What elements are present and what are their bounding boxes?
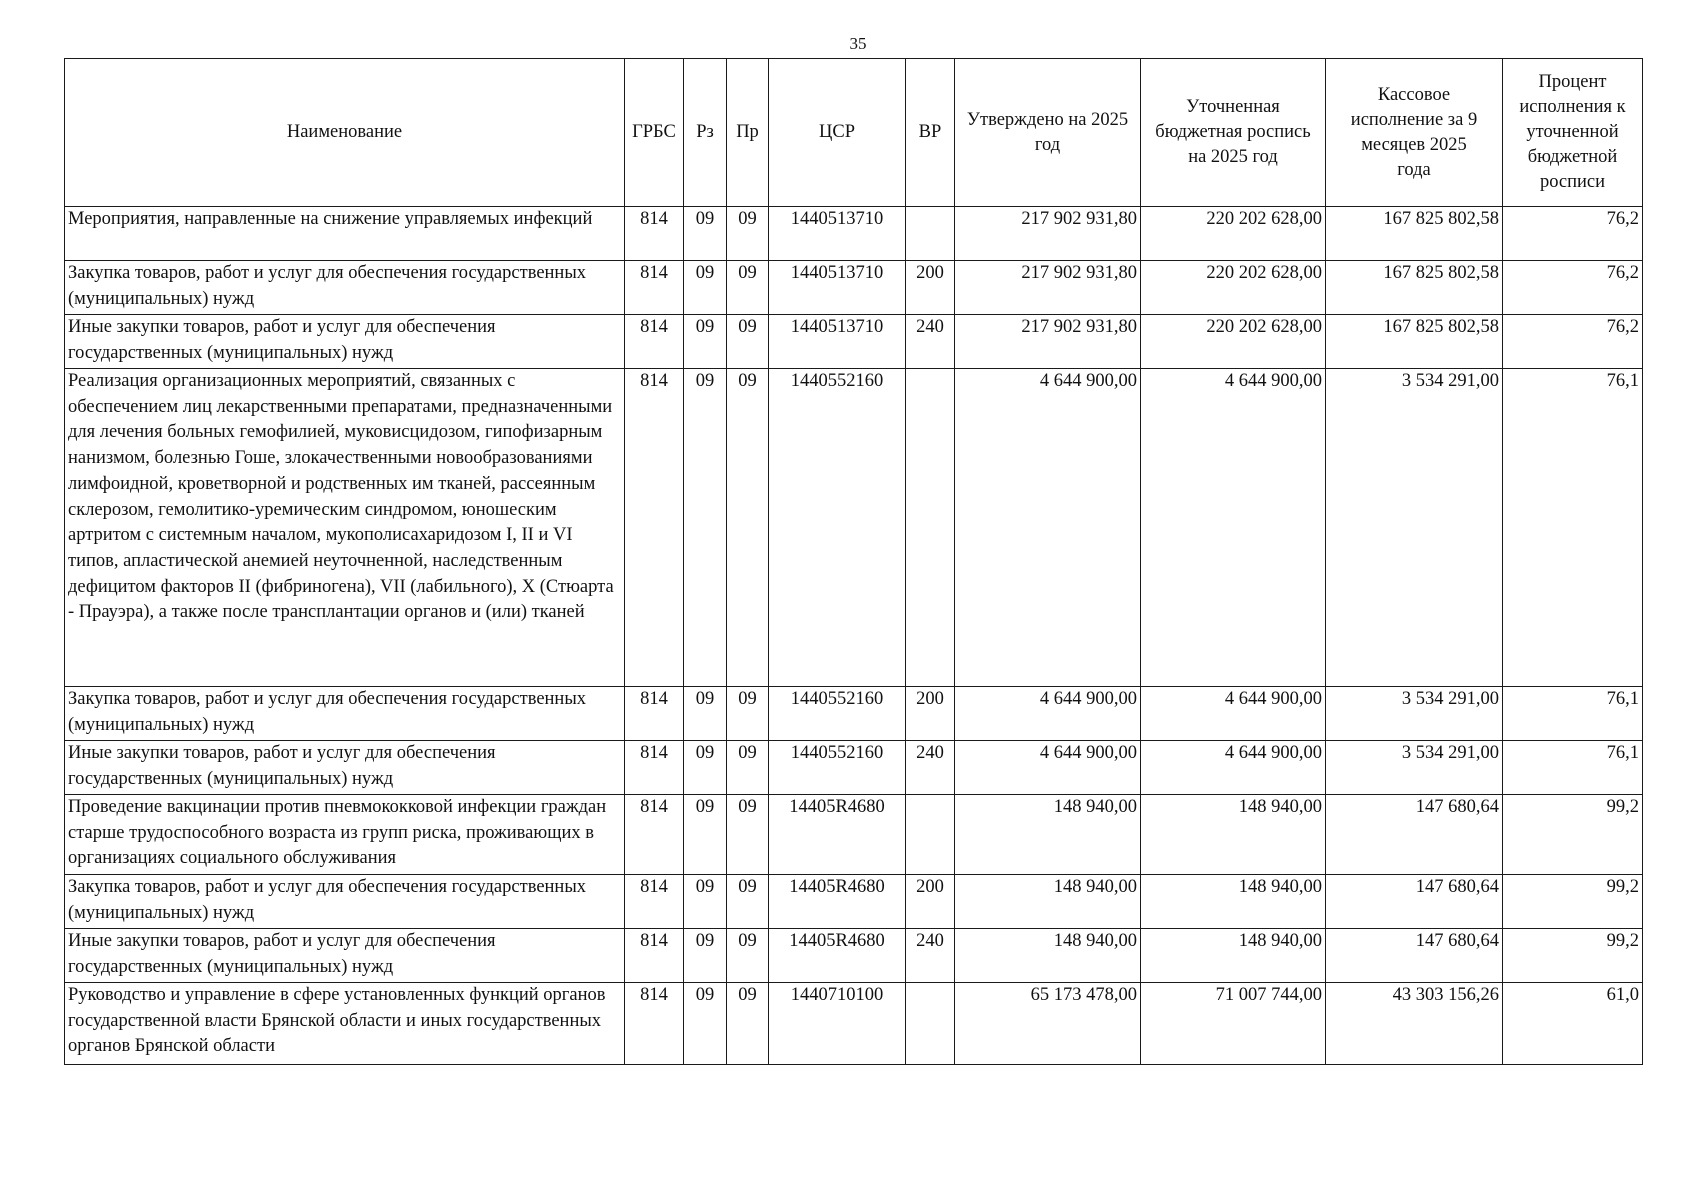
cell-percent: 99,2 — [1503, 929, 1643, 983]
table-header-row — [65, 59, 1643, 207]
cell-refined: 148 940,00 — [1141, 875, 1326, 929]
cell-pr: 09 — [727, 261, 769, 315]
cell-name: Закупка товаров, работ и услуг для обеспечения государственных (муниципальных) нужд — [65, 875, 625, 929]
cell-name: Реализация организационных мероприятий, связанных с обеспечением лиц лекарственными препаратами, предназначенными для лечения больных гемофилией, муковисцидозом, гипофизарным нанизмом, болезнью Гоше, злокачественными новообразованиями лимфоидной, кроветворной и родственных им тканей, рассеянным склерозом, гемолитико-уремическим синдромом, юношеским артритом с системным началом, мукополисахаридозом I, II и VI типов, апластической анемией неуточненной, наследственным дефицитом факторов II (фибриногена), VII (лабильного), X (Стюарта - Прауэра), а также после трансплантации органов и (или) тканей — [65, 369, 625, 687]
cell-rz: 09 — [684, 261, 727, 315]
cell-rz: 09 — [684, 687, 727, 741]
cell-vr — [906, 795, 955, 875]
cell-rz: 09 — [684, 983, 727, 1065]
cell-cash: 167 825 802,58 — [1326, 261, 1503, 315]
cell-percent: 61,0 — [1503, 983, 1643, 1065]
table-row — [65, 369, 1643, 687]
cell-grbs: 814 — [625, 207, 684, 261]
cell-rz: 09 — [684, 875, 727, 929]
cell-csr: 14405R4680 — [769, 929, 906, 983]
cell-refined: 4 644 900,00 — [1141, 369, 1326, 687]
table-row — [65, 875, 1643, 929]
header-percent: Процент исполнения к уточненной бюджетной росписи — [1503, 59, 1643, 207]
cell-csr: 1440552160 — [769, 741, 906, 795]
cell-percent: 76,2 — [1503, 207, 1643, 261]
table-row — [65, 983, 1643, 1065]
cell-name: Иные закупки товаров, работ и услуг для обеспечения государственных (муниципальных) нужд — [65, 315, 625, 369]
cell-refined: 148 940,00 — [1141, 795, 1326, 875]
cell-pr: 09 — [727, 795, 769, 875]
cell-vr: 200 — [906, 687, 955, 741]
cell-pr: 09 — [727, 315, 769, 369]
cell-grbs: 814 — [625, 687, 684, 741]
cell-cash: 147 680,64 — [1326, 929, 1503, 983]
cell-name: Иные закупки товаров, работ и услуг для обеспечения государственных (муниципальных) нужд — [65, 741, 625, 795]
cell-rz: 09 — [684, 369, 727, 687]
page-number: 35 — [849, 34, 867, 53]
cell-percent: 76,1 — [1503, 687, 1643, 741]
header-name: Наименование — [65, 59, 625, 207]
table-row — [65, 687, 1643, 741]
cell-rz: 09 — [684, 741, 727, 795]
cell-grbs: 814 — [625, 369, 684, 687]
cell-csr: 1440513710 — [769, 315, 906, 369]
table-row — [65, 741, 1643, 795]
cell-approved: 4 644 900,00 — [955, 687, 1141, 741]
cell-csr: 14405R4680 — [769, 875, 906, 929]
cell-percent: 99,2 — [1503, 875, 1643, 929]
cell-csr: 1440710100 — [769, 983, 906, 1065]
cell-refined: 71 007 744,00 — [1141, 983, 1326, 1065]
cell-pr: 09 — [727, 983, 769, 1065]
cell-pr: 09 — [727, 369, 769, 687]
cell-refined: 4 644 900,00 — [1141, 741, 1326, 795]
header-pr: Пр — [727, 59, 769, 207]
cell-csr: 1440513710 — [769, 261, 906, 315]
cell-name: Закупка товаров, работ и услуг для обеспечения государственных (муниципальных) нужд — [65, 261, 625, 315]
header-grbs: ГРБС — [625, 59, 684, 207]
cell-grbs: 814 — [625, 929, 684, 983]
cell-cash: 147 680,64 — [1326, 875, 1503, 929]
cell-csr: 1440513710 — [769, 207, 906, 261]
cell-approved: 217 902 931,80 — [955, 315, 1141, 369]
cell-vr: 240 — [906, 929, 955, 983]
cell-pr: 09 — [727, 687, 769, 741]
cell-cash: 3 534 291,00 — [1326, 687, 1503, 741]
cell-cash: 147 680,64 — [1326, 795, 1503, 875]
cell-pr: 09 — [727, 741, 769, 795]
cell-grbs: 814 — [625, 875, 684, 929]
table-row — [65, 929, 1643, 983]
cell-csr: 1440552160 — [769, 687, 906, 741]
cell-pr: 09 — [727, 875, 769, 929]
cell-approved: 65 173 478,00 — [955, 983, 1141, 1065]
cell-vr: 240 — [906, 741, 955, 795]
cell-pr: 09 — [727, 207, 769, 261]
cell-vr — [906, 207, 955, 261]
cell-cash: 167 825 802,58 — [1326, 207, 1503, 261]
cell-approved: 4 644 900,00 — [955, 741, 1141, 795]
cell-name: Руководство и управление в сфере установленных функций органов государственной власти Брянской области и иных государственных органов Брянской области — [65, 983, 625, 1065]
cell-percent: 76,1 — [1503, 369, 1643, 687]
budget-execution-table — [64, 58, 1643, 1065]
cell-rz: 09 — [684, 795, 727, 875]
header-vr: ВР — [906, 59, 955, 207]
cell-grbs: 814 — [625, 795, 684, 875]
table-body — [65, 207, 1643, 1065]
cell-vr — [906, 369, 955, 687]
cell-vr: 240 — [906, 315, 955, 369]
header-approved: Утверждено на 2025 год — [955, 59, 1141, 207]
cell-rz: 09 — [684, 929, 727, 983]
cell-cash: 3 534 291,00 — [1326, 741, 1503, 795]
cell-vr: 200 — [906, 261, 955, 315]
cell-grbs: 814 — [625, 315, 684, 369]
cell-name: Проведение вакцинации против пневмококковой инфекции граждан старше трудоспособного возраста из групп риска, проживающих в организациях социального обслуживания — [65, 795, 625, 875]
cell-approved: 217 902 931,80 — [955, 207, 1141, 261]
cell-approved: 217 902 931,80 — [955, 261, 1141, 315]
cell-refined: 4 644 900,00 — [1141, 687, 1326, 741]
cell-percent: 76,1 — [1503, 741, 1643, 795]
header-rz: Рз — [684, 59, 727, 207]
cell-grbs: 814 — [625, 261, 684, 315]
header-csr: ЦСР — [769, 59, 906, 207]
cell-approved: 148 940,00 — [955, 929, 1141, 983]
cell-csr: 1440552160 — [769, 369, 906, 687]
cell-percent: 76,2 — [1503, 315, 1643, 369]
table-row — [65, 315, 1643, 369]
cell-approved: 148 940,00 — [955, 875, 1141, 929]
cell-vr: 200 — [906, 875, 955, 929]
cell-approved: 148 940,00 — [955, 795, 1141, 875]
table-row — [65, 207, 1643, 261]
header-cash: Кассовое исполнение за 9 месяцев 2025 года — [1326, 59, 1503, 207]
cell-vr — [906, 983, 955, 1065]
table-row — [65, 261, 1643, 315]
cell-rz: 09 — [684, 207, 727, 261]
cell-percent: 76,2 — [1503, 261, 1643, 315]
header-refined: Уточненная бюджетная роспись на 2025 год — [1141, 59, 1326, 207]
cell-approved: 4 644 900,00 — [955, 369, 1141, 687]
cell-refined: 148 940,00 — [1141, 929, 1326, 983]
cell-grbs: 814 — [625, 983, 684, 1065]
cell-refined: 220 202 628,00 — [1141, 261, 1326, 315]
cell-cash: 3 534 291,00 — [1326, 369, 1503, 687]
cell-name: Иные закупки товаров, работ и услуг для обеспечения государственных (муниципальных) нужд — [65, 929, 625, 983]
table-row — [65, 795, 1643, 875]
cell-name: Мероприятия, направленные на снижение управляемых инфекций — [65, 207, 625, 261]
cell-rz: 09 — [684, 315, 727, 369]
cell-csr: 14405R4680 — [769, 795, 906, 875]
cell-cash: 167 825 802,58 — [1326, 315, 1503, 369]
cell-pr: 09 — [727, 929, 769, 983]
cell-name: Закупка товаров, работ и услуг для обеспечения государственных (муниципальных) нужд — [65, 687, 625, 741]
cell-refined: 220 202 628,00 — [1141, 315, 1326, 369]
cell-percent: 99,2 — [1503, 795, 1643, 875]
cell-refined: 220 202 628,00 — [1141, 207, 1326, 261]
cell-cash: 43 303 156,26 — [1326, 983, 1503, 1065]
cell-grbs: 814 — [625, 741, 684, 795]
